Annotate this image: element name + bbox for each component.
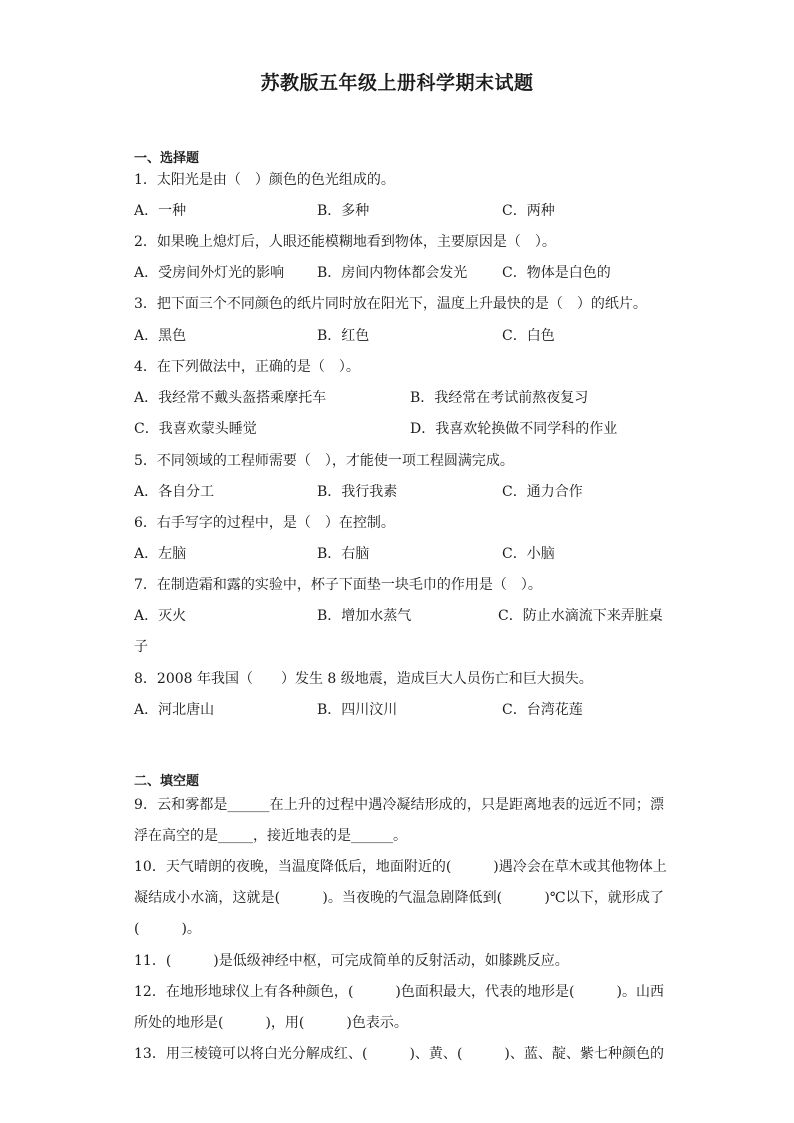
option: A．河北唐山 bbox=[134, 702, 215, 718]
option: D．我喜欢轮换做不同学科的作业 bbox=[410, 421, 618, 437]
fill-line: 凝结成小水滴，这就是( )。当夜晚的气温急剧降低到( )℃以下，就形成了 bbox=[134, 890, 664, 906]
option: B．右脑 bbox=[317, 546, 370, 562]
option: C．防止水滴流下来弄脏桌 bbox=[498, 608, 663, 624]
option: B．多种 bbox=[317, 203, 370, 219]
question-stem: 7．在制造霜和露的实验中，杯子下面垫一块毛巾的作用是（ ）。 bbox=[134, 577, 542, 593]
page-title: 苏教版五年级上册科学期末试题 bbox=[260, 72, 534, 94]
option: B．红色 bbox=[317, 328, 370, 344]
option: B．我经常在考试前熬夜复习 bbox=[410, 390, 589, 406]
section-heading-choice: 一、选择题 bbox=[134, 151, 200, 166]
option: A．左脑 bbox=[134, 546, 187, 562]
question-stem: 4．在下列做法中，正确的是（ ）。 bbox=[134, 359, 360, 375]
option: A．灭火 bbox=[134, 608, 187, 624]
question-stem: 2．如果晚上熄灯后，人眼还能模糊地看到物体，主要原因是（ ）。 bbox=[134, 234, 556, 250]
option: C．白色 bbox=[502, 328, 555, 344]
option: C．两种 bbox=[502, 203, 555, 219]
fill-line: 所处的地形是( )，用( )色表示。 bbox=[134, 1015, 408, 1031]
section-heading-fill: 二、填空题 bbox=[134, 774, 200, 789]
option: C．台湾花莲 bbox=[502, 702, 583, 718]
fill-line: 10．天气晴朗的夜晚，当温度降低后，地面附近的( )遇冷会在草木或其他物体上 bbox=[134, 859, 667, 875]
fill-line: ( )。 bbox=[134, 921, 201, 937]
option: A．我经常不戴头盔搭乘摩托车 bbox=[134, 390, 327, 406]
question-stem: 3．把下面三个不同颜色的纸片同时放在阳光下，温度上升最快的是（ ）的纸片。 bbox=[134, 296, 647, 312]
option: A．各自分工 bbox=[134, 484, 215, 500]
option: A．一种 bbox=[134, 203, 187, 219]
option: C．物体是白色的 bbox=[502, 265, 611, 281]
fill-line: 13．用三棱镜可以将白光分解成红、( )、黄、( )、蓝、靛、紫七种颜色的 bbox=[134, 1046, 664, 1062]
option: B．房间内物体都会发光 bbox=[317, 265, 468, 281]
question-stem: 1．太阳光是由（ ）颜色的色光组成的。 bbox=[134, 172, 395, 188]
option: B．我行我素 bbox=[317, 484, 398, 500]
fill-line: 11．( )是低级神经中枢，可完成简单的反射活动，如膝跳反应。 bbox=[134, 953, 569, 969]
fill-line: 12．在地形地球仪上有各种颜色，( )色面积最大，代表的地形是( )。山西 bbox=[134, 984, 664, 1000]
fill-line: 浮在高空的是_____，接近地表的是______。 bbox=[134, 828, 407, 844]
option: A．受房间外灯光的影响 bbox=[134, 265, 285, 281]
question-stem: 6．右手写字的过程中，是（ ）在控制。 bbox=[134, 515, 395, 531]
option-wrap: 子 bbox=[134, 639, 148, 655]
option: A．黑色 bbox=[134, 328, 187, 344]
option: B．增加水蒸气 bbox=[317, 608, 412, 624]
question-stem: 5．不同领域的工程师需要（ ），才能使一项工程圆满完成。 bbox=[134, 453, 514, 469]
question-stem: 8．2008 年我国（ ）发生 8 级地震，造成巨大人员伤亡和巨大损失。 bbox=[134, 671, 593, 687]
option: C．小脑 bbox=[502, 546, 555, 562]
option: B．四川汶川 bbox=[317, 702, 398, 718]
fill-line: 9．云和雾都是______在上升的过程中遇冷凝结形成的，只是距离地表的远近不同；漂 bbox=[134, 797, 664, 813]
option: C．我喜欢蒙头睡觉 bbox=[134, 421, 257, 437]
option: C．通力合作 bbox=[502, 484, 583, 500]
